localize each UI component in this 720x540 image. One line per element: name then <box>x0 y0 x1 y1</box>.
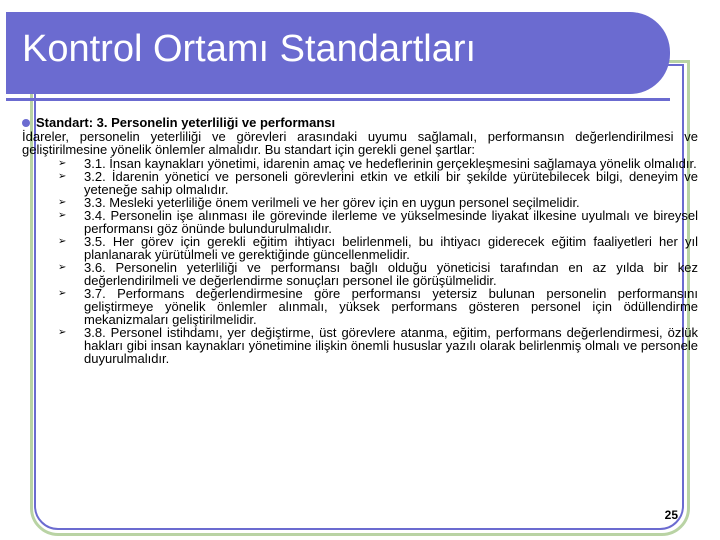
list-item <box>22 170 698 196</box>
list-item <box>22 209 698 235</box>
arrow-bullet-icon: ➢ <box>58 158 67 169</box>
slide-title: Kontrol Ortamı Standartları <box>22 28 477 70</box>
slide-content <box>22 116 698 365</box>
arrow-bullet-icon: ➢ <box>58 197 67 208</box>
list-item <box>22 235 698 261</box>
bullet-dot-icon <box>22 119 30 127</box>
arrow-bullet-icon: ➢ <box>58 288 67 299</box>
list-item <box>22 326 698 365</box>
list-item-text: 3.2. İdarenin yönetici ve personeli görevlerini etkin ve etkili bir şekilde yürütebilecek bilgi, deneyim ve yeteneğe sahip olmalıdır. <box>84 169 698 197</box>
list-item-text: 3.6. Personelin yeterliliği ve performansı bağlı olduğu yöneticisi tarafından en az yılda bir kez değerlendirilmeli ve değerlendirme sonuçları personel ile görüşülmelidir. <box>84 260 698 288</box>
standard-heading <box>22 116 698 129</box>
list-item-text: 3.3. Mesleki yeterliliğe önem verilmeli ve her görev için en uygun personel seçilmelidir. <box>84 195 580 210</box>
list-item <box>22 261 698 287</box>
list-item-text: 3.1. İnsan kaynakları yönetimi, idarenin amaç ve hedeflerinin gerçekleşmesini sağlamaya yönelik olmalıdır. <box>84 156 697 171</box>
arrow-bullet-icon: ➢ <box>58 327 67 338</box>
arrow-bullet-icon: ➢ <box>58 236 67 247</box>
standard-heading-text: Standart: 3. Personelin yeterliliği ve performansı <box>36 115 336 130</box>
list-item-text: 3.4. Personelin işe alınması ile görevinde ilerleme ve yükselmesinde liyakat ilkesine uyulmalı ve bireysel performansı göz önünde bulundurulmalıdır. <box>84 208 698 236</box>
intro-paragraph: İdareler, personelin yeterliliği ve görevleri arasındaki uyumu sağlamalı, performansın değerlendirilmesi ve geliştirilmesine yönelik önlemler almalıdır. Bu standart için gerekli genel şartlar: <box>22 129 698 157</box>
arrow-bullet-icon: ➢ <box>58 262 67 273</box>
list-item-text: 3.7. Performans değerlendirmesine göre performansı yetersiz bulunan personelin performansını geliştirmeye yönelik önlemler alınmalı, yüksek performans gösteren personel için ödüllendirme mekanizmaları geliştirilmelidir. <box>84 286 698 327</box>
title-rule <box>6 98 670 101</box>
list-item-text: 3.5. Her görev için gerekli eğitim ihtiyacı belirlenmeli, bu ihtiyacı giderecek eğitim faaliyetleri her yıl planlanarak yürütülmeli ve gerektiğinde güncellenmelidir. <box>84 234 698 262</box>
arrow-bullet-icon: ➢ <box>58 171 67 182</box>
arrow-bullet-icon: ➢ <box>58 210 67 221</box>
list-item-text: 3.8. Personel istihdamı, yer değiştirme, üst görevlere atanma, eğitim, performans değerlendirmesi, özlük hakları gibi insan kaynakları yönetimine ilişkin önemli hususlar yazılı olarak belirlenmiş olmalı ve personele duyurulmalıdır. <box>84 325 698 366</box>
page-number: 25 <box>664 508 678 522</box>
list-item <box>22 287 698 326</box>
